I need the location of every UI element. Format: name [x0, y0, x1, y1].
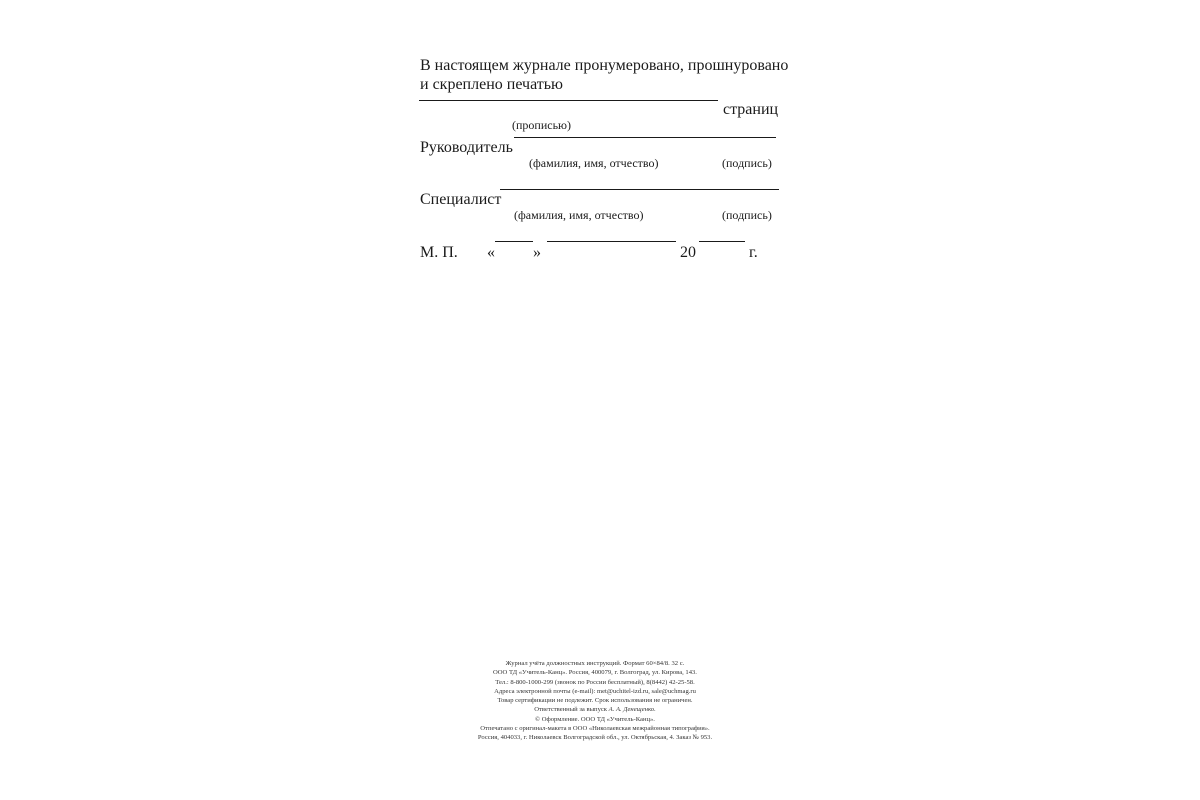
year-prefix: 20 — [680, 244, 696, 261]
publisher-imprint — [440, 659, 750, 743]
certification-intro: В настоящем журнале пронумеровано, прошнуровано и скреплено печатью — [420, 57, 789, 93]
manager-signature-caption: (подпись) — [722, 156, 772, 170]
pages-count-line — [419, 100, 718, 101]
quote-close: » — [533, 244, 541, 261]
quote-open: « — [487, 244, 495, 261]
seal-label: М. П. — [420, 244, 458, 261]
specialist-signature-caption: (подпись) — [722, 208, 772, 222]
imprint-line — [440, 705, 750, 714]
pages-caption: (прописью) — [512, 118, 572, 132]
specialist-signature-line — [500, 189, 779, 190]
imprint-responsible-label: Ответственный за выпуск — [534, 706, 607, 714]
manager-label: Руководитель — [420, 139, 513, 156]
imprint-line: Тел.: 8-800-1000-299 (звонок по России бесплатный), 8(8442) 42-25-58. — [495, 678, 695, 686]
imprint-line: Отпечатано с оригинал-макета в ООО «Николаевская межрайонная типография». — [480, 725, 710, 733]
imprint-line: © Оформление. ООО ТД «Учитель-Канц». — [535, 715, 655, 723]
month-line — [547, 241, 676, 242]
imprint-line: Товар сертификации не подлежит. Срок использования не ограничен. — [497, 697, 693, 705]
year-line — [699, 241, 745, 242]
day-line — [495, 241, 533, 242]
specialist-label: Специалист — [420, 191, 502, 208]
year-suffix: г. — [749, 244, 758, 261]
imprint-line: Журнал учёта должностных инструкций. Формат 60×84/8. 32 с. — [505, 660, 685, 667]
specialist-name-caption: (фамилия, имя, отчество) — [514, 208, 644, 222]
imprint-responsible-name: А. А. Денещенко. — [608, 706, 656, 714]
pages-label: страниц — [723, 101, 779, 118]
imprint-line: Адреса электронной почты (e-mail): met@uchitel-izd.ru, sale@uchmag.ru — [494, 687, 696, 695]
imprint-line: ООО ТД «Учитель-Канц». Россия, 400079, г. Волгоград, ул. Кирова, 143. — [493, 669, 697, 677]
manager-signature-line — [514, 137, 776, 138]
manager-name-caption: (фамилия, имя, отчество) — [529, 156, 659, 170]
imprint-line: Россия, 404033, г. Николаевск Волгоградской обл., ул. Октябрьская, 4. Заказ № 953. — [477, 734, 713, 742]
